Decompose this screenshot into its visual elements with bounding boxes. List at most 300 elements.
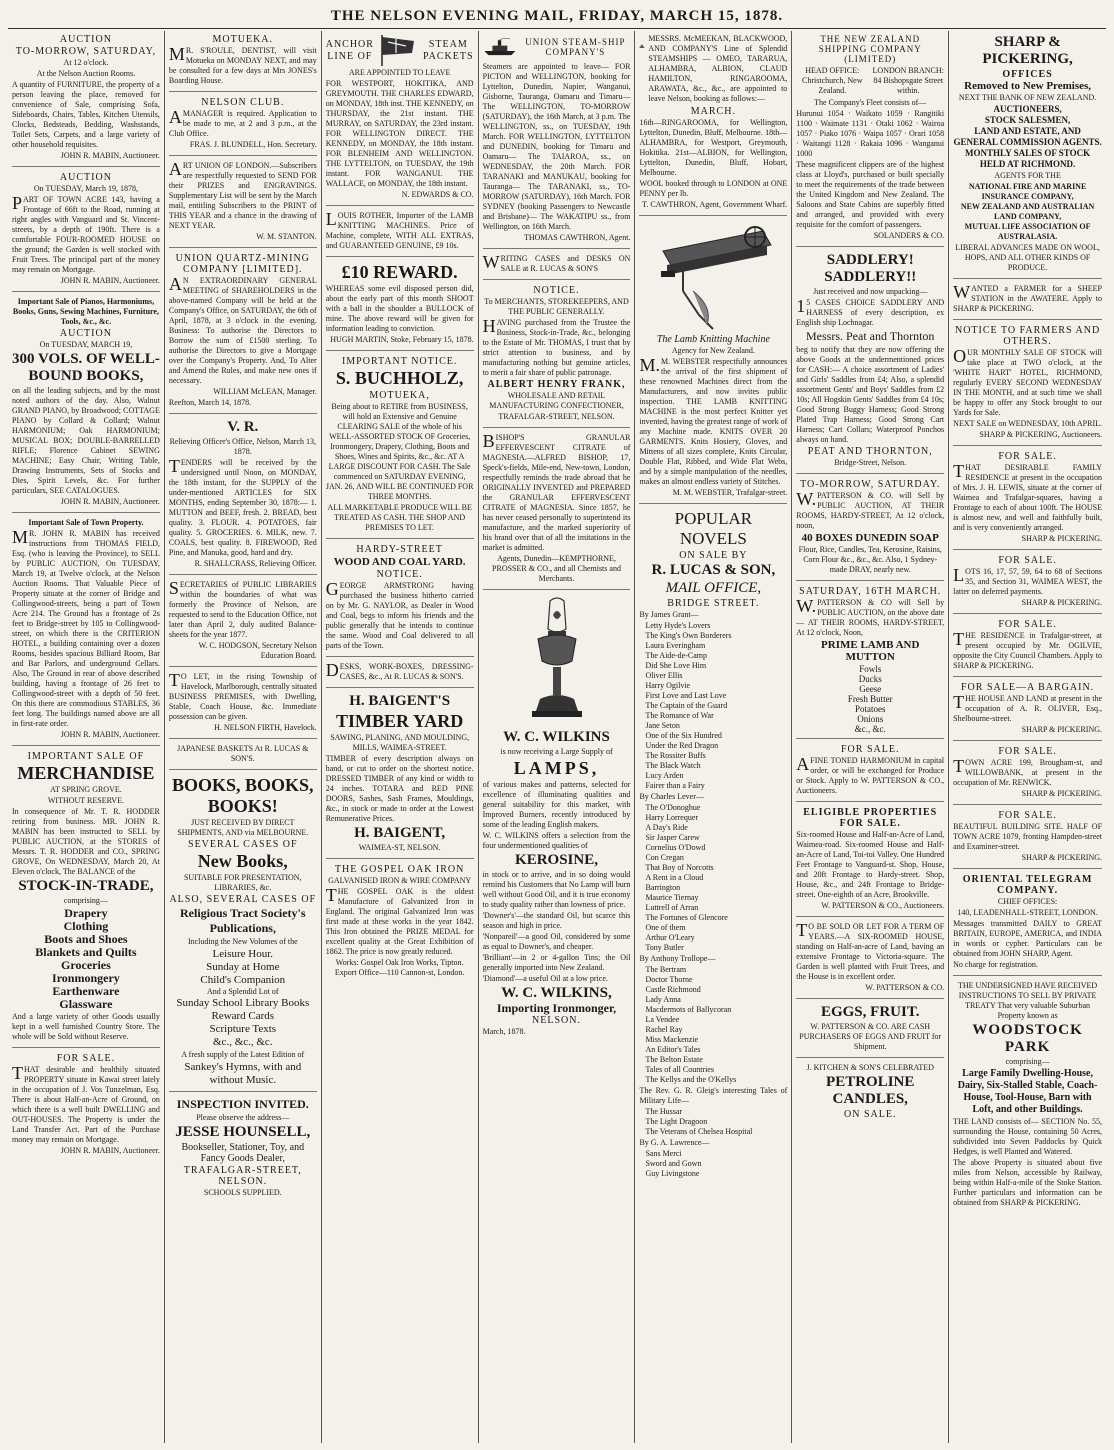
list-item: Luttrell of Arran	[645, 903, 699, 912]
wilkins-lamps-ad	[483, 595, 631, 1042]
list-item: A Rent in a Cloud	[645, 873, 704, 882]
ad-appointed: ARE APPOINTED TO LEAVE	[348, 68, 451, 77]
list-item: The Light Dragoon	[645, 1117, 708, 1126]
list-item: Sans Merci	[645, 1149, 682, 1158]
list-item: Barrington	[645, 883, 681, 892]
ad-fleet: The Company's Fleet consists of—	[814, 98, 927, 107]
author-heading: By Charles Lever—	[639, 792, 704, 801]
masthead: THE NELSON EVENING MAIL, FRIDAY, MARCH 15, 1878.	[8, 6, 1106, 29]
ad-body: LOUIS ROTHER, Importer of the LAMB KNITTING MACHINES. Price of Machine, complete, WITH ALL EXTRAS, and GUARANTEED GENUINE, £9 10s.	[325, 209, 474, 250]
ad-title: FOR SALE.	[841, 744, 900, 755]
list-item: First Love and Last Love	[645, 691, 727, 700]
ad-headline: MERCHANDISE	[17, 763, 155, 783]
ad-name: J. KITCHEN & SON'S CELEBRATED	[806, 1063, 934, 1072]
ad-addr: 140, LEADENHALL-STREET, LONDON.	[957, 908, 1098, 917]
sharp-pickering-offices-ad	[953, 34, 1102, 279]
list-item: NEW ZEALAND AND AUSTRALIAN LAND COMPANY,	[960, 202, 1095, 221]
ad-body: PART OF TOWN ACRE 143, having a Frontage of 66ft to the Road, running at right angles with Vanguard and St. Vincent-streets, by a depth of 190ft. There is a comfortable FOUR-ROOMED HOUSE on the ground; the Garden is well stocked with Fruit Trees. The principal part of the money may remain on Mortgage.	[12, 193, 160, 274]
notice-to-farmers-ad	[953, 325, 1102, 446]
ad-tail: ALL MARKETABLE PRODUCE WILL BE TREATED AS CASH. THE SHOP AND PREMISES TO LET.	[327, 503, 472, 532]
ad-body: A quantity of FURNITURE, the property of a person leaving the place, removed for convenience of Sale, comprising Sofa, Sideboards, Chairs, Tables, Kitchen Utensils, Clocks, Bedsteads, Bedding, Washstands, Toilet Sets, Carpets, and a large variety of other household requisites.	[12, 80, 160, 149]
list-item: Letty Hyde's Lovers	[645, 621, 711, 630]
ad-tail: The above Property is situated about five miles from Nelson, accessible by Railway, being within Half-a-mile of the Stoke Station. Further particulars and information can be obtained from SHARP & PICKERING.	[953, 1158, 1103, 1207]
anchor-left	[326, 38, 374, 63]
list-item: Fairer than a Fairy	[645, 781, 705, 790]
list-item: Blankets and Quilts	[35, 945, 137, 959]
column-7	[949, 31, 1106, 1443]
ad-place: At the Nelson Auction Rooms.	[36, 69, 136, 78]
ad-title: SATURDAY, 16TH MARCH.	[799, 586, 942, 597]
ad-reserve: WITHOUT RESERVE.	[47, 796, 124, 805]
ad-tail: Flour, Rice, Candles, Tea, Kerosine, Raisins, Corn Flour &c., &c., &c. Also, 1 Sydney-made DRAY, nearly new.	[798, 545, 942, 574]
ad-note: Please observe the address—	[196, 1113, 290, 1122]
ad-headline: PETROLINE CANDLES,	[826, 1074, 915, 1107]
ad-signature: FRAS. J. BLUNDELL, Hon. Secretary.	[189, 140, 317, 149]
ad-signature: HUGH MARTIN, Stoke, February 15, 1878.	[330, 335, 474, 344]
list-item: Ironmongery	[52, 971, 120, 985]
ad-signature: W. PATTERSON & CO., Auctioneers.	[821, 901, 945, 910]
ad-next: NEXT SALE on WEDNESDAY, 10th APRIL.	[953, 419, 1102, 428]
ad-addr: WAIMEA-ST, NELSON.	[358, 843, 441, 852]
list-item: Leisure Hour.	[212, 948, 274, 960]
mcmeekan-steamships-ad	[639, 33, 787, 216]
knitting-machine-illustration	[639, 221, 787, 331]
ad-date: Reefton, March 14, 1878.	[168, 398, 252, 407]
column-5	[635, 31, 792, 1443]
ad-signature: N. EDWARDS & CO.	[401, 190, 474, 199]
ad-body: SECRETARIES of PUBLIC LIBRARIES within the boundaries of what was formerly the Province of Nelson, are requested to send to the Education Office, not later than April 2, duly audited Balance-sheets for the year 1877.	[168, 578, 317, 639]
mcmeekan-header	[639, 33, 787, 105]
ad-title: FOR SALE.	[56, 1053, 116, 1064]
ad-headline: WOODSTOCK PARK	[972, 1022, 1083, 1055]
list-item: Sunday at Home	[206, 961, 280, 973]
list-item: The Hussar	[645, 1107, 683, 1116]
building-site-ad	[953, 810, 1102, 869]
ad-body: GEORGE ARMSTRONG having purchased the business hitherto carried on by Mr. G. NAYLOR, as Dealer in Wood and Coal, begs to inform his friends and the public generally that he intends to continue the same. Wood and Coal delivered to all parts of the Town.	[325, 579, 474, 650]
ad-signature: SHARP & PICKERING, Auctioneers.	[979, 430, 1103, 439]
author-heading: By James Grant—	[639, 610, 699, 619]
column-6	[792, 31, 949, 1443]
ad-head-right: STEAM	[428, 38, 468, 50]
ad-body: on all the leading subjects, and by the most noted authors of the day. Also, Walnut GRAND PIANO, by Broadwood; COTTAGE PIANO by Collard & Collard; Walnut HARMONIUM; Oak HARMONIUM; MUSICAL BOX; DOUBLE-BARRELLED RIFLE; Florence Cabinet SEWING MACHINE; Easy Chair, Writing Table, Drawing Instruments, Sets of Stocks and Dies, Spirit Levels, &c. For further particulars, SEE CATALOGUES.	[12, 386, 160, 495]
ad-ships: Hurunui 1054 · Waikato 1059 · Rangitiki 1100 · Waimate 1131 · Otaki 1062 · Wairoa 1057 · Piako 1076 · Waipa 1057 · Orari 1058 · Waitangi 1128 · Rakaia 1096 · Wanganui 1000	[796, 109, 945, 158]
ad-signature: SHARP & PICKERING.	[1021, 598, 1103, 607]
knitting-machine-icon	[643, 221, 783, 331]
ad-note: No charge for registration.	[953, 960, 1038, 969]
ad-title: INSPECTION INVITED.	[176, 1097, 309, 1111]
ad-headline: WOOD AND COAL YARD.	[333, 556, 466, 568]
ad-headline: S. BUCHHOLZ,	[335, 368, 464, 388]
ad-stock: in stock or to arrive, and in so doing would remind his Customers that No Lamp will burn well without Good Oil, and it is true economy to study quality rather than lowness of price.	[482, 870, 631, 909]
ad-signature: H. BAIGENT,	[354, 825, 446, 841]
list-item: Sir Jasper Carew	[645, 833, 700, 842]
ad-title: AUCTION	[59, 172, 112, 183]
ad-name: H. BAIGENT'S	[349, 693, 451, 709]
ad-body: WANTED a FARMER for a SHEEP STATION in the AWATERE. Apply to SHARP & PICKERING.	[953, 282, 1103, 313]
ad-monthly: MONTHLY SALES OF STOCK HELD AT RICHMOND.	[965, 148, 1091, 169]
ad-headline: LAMPS,	[513, 758, 600, 778]
ad-schools: SCHOOLS SUPPLIED.	[203, 1188, 282, 1197]
louis-rother-ad	[326, 211, 474, 257]
ad-title: AUCTION	[59, 34, 112, 45]
ad-signature: T. CAWTHRON, Agent, Government Wharf.	[642, 200, 788, 209]
ad-cases: 15 CASES CHOICE SADDLERY AND HARNESS of every description, ex English ship Lochnagar.	[796, 296, 945, 327]
ad-headline: £10 REWARD.	[341, 262, 458, 282]
list-item: The Romance of War	[645, 711, 714, 720]
nelson-club-ad	[169, 97, 317, 156]
ad-signature: PEAT AND THORNTON,	[807, 446, 933, 457]
column-4	[479, 31, 636, 1443]
ad-title: THE GOSPEL OAK IRON	[334, 864, 465, 875]
ad-intro: Just received and now unpacking—	[813, 287, 928, 296]
ad-body: DESKS, WORK-BOXES, DRESSING-CASES, &c., At R. LUCAS & SON'S.	[325, 660, 474, 681]
ad-signature: W. C. HODGSON, Secretary Nelson Education Board.	[198, 641, 317, 660]
ad-body: Steamers are appointed to leave— FOR PICTON and WELLINGTON, booking for Lyttelton, Dunedin, Napier, Wanganui, Gisborne, Tauranga, Oamaru and Timaru— The WELLINGTON, TO-MORROW (SATURDAY), the 16th March, at 3 p.m. The WELLINGTON, ss., on TUESDAY, 19th March. FOR WELLINGTON, LYTTELTON and DUNEDIN, booking for Timaru and Oamaru— The TAIAROA, ss., on WEDNESDAY, the 20th March. FOR TARANAKI and MANUKAU, booking for Tauranga— The TARANAKI, ss., TO-MORROW (SATURDAY), 16th March. FOR SYDNEY (booking Passengers to Newcastle and Brisbane)— The WAKATIPU ss., from Wellington, on 16th March.	[482, 62, 631, 231]
ad-sub: JUST RECEIVED BY DIRECT SHIPMENTS, AND via MELBOURNE.	[177, 818, 309, 837]
ad-body: WRITING CASES and DESKS ON SALE at R. LUCAS & SON'S	[482, 252, 631, 273]
ad-next: NEXT THE BANK OF NEW ZEALAND.	[958, 93, 1097, 102]
bargain-sale-ad	[953, 682, 1102, 741]
ad-place: AT SPRING GROVE.	[50, 785, 122, 794]
ad-body: beg to notify that they are now offering the above Goods at the undermentioned prices for CASH:— A choice assortment of Ladies' and Girls' Saddles from £4; Also, a splendid assortment Gents' and Boys' Saddles from £2 10s; All Hogskin Gents' Saddles from £4 10s; Good Strong Buggy Harness; Good Strong Plated Trap Harness; Good Strong Cart Harness; Cart Collars; Waterproof Ponchos always on hand.	[796, 345, 945, 444]
list-item: Drapery	[64, 906, 108, 920]
ad-name: JESSE HOUNSELL,	[175, 1124, 311, 1140]
merchandise-sale-ad	[12, 751, 160, 1048]
ad-month: MARCH.	[690, 106, 736, 117]
books-ad	[169, 775, 317, 1092]
wood-coal-yard-ad	[326, 544, 474, 657]
ad-title: FOR SALE.	[998, 555, 1057, 566]
list-item: Castle Richmond	[645, 985, 701, 994]
ad-body: HAVING purchased from the Trustee the Business, Stock-in-Trade, &c., belonging to the Estate of Mr. THOMAS, I trust that by strict attention to business, and by manufacturing nothing but genuine articles, to merit a fair share of public patronage.	[482, 316, 631, 377]
list-item: Oliver Ellis	[645, 671, 683, 680]
ad-street: BRIDGE STREET.	[667, 598, 760, 609]
list-item: Fowls	[859, 664, 882, 674]
ad-title: FOR SALE.	[998, 746, 1057, 757]
ad-body: OUR MONTHLY SALE OF STOCK will take place at TWO o'clock, at the 'WHITE HART' HOTEL, RICHMOND, regularly EVERY SECOND WEDNESDAY IN THE MONTH, and at such time we shall be happy to offer any Stock brought to our Yards for Sale.	[953, 346, 1103, 417]
list-item: Harry Lorrequer	[645, 813, 699, 822]
list-item: Earthenware	[52, 984, 120, 998]
auction-pianos-books-ad	[12, 297, 160, 513]
ad-intro: is now receiving a Large Supply of	[500, 747, 613, 756]
ad-headline: BOOKS, BOOKS, BOOKS!	[172, 775, 314, 816]
ad-date: TO-MORROW, SATURDAY,	[15, 46, 157, 57]
list-item: LAND AND ESTATE, AND	[974, 126, 1081, 136]
ad-chief: CHIEF OFFICES:	[997, 897, 1058, 906]
author-heading: The Rev. G. R. Gleig's interesting Tales of Military Life—	[639, 1086, 788, 1105]
union-steamship-ad	[483, 33, 631, 249]
gospel-oak-ad	[326, 864, 474, 983]
ad-body: BISHOP'S GRANULAR EFFERVESCENT CITRATE of MAGNESIA.—ALFRED BISHOP, 17, Speck's-fields, Mile-end, New-town, London, respectfully reminds the trade abroad that he ORIGINALLY INVENTED and PREPARED the GRANULAR EFFERVESCENT CITRATE of MAGNESIA. Since 1857, he has never ceased personally to superintend its manufacture, and the marked superiority of his brand over that of all the imitations in the market is admitted.	[482, 431, 631, 552]
ad-body: MR. S'ROULE, DENTIST, will visit Motueka on MONDAY NEXT, and may be consulted for a few days at Mrs JONES's Boarding House.	[168, 44, 317, 85]
auction-town-acre-ad	[12, 172, 160, 292]
produce-list	[796, 664, 944, 734]
list-item: Did She Love Him	[645, 661, 707, 670]
ad-body: AMANAGER is required. Application to be made to me, at 2 and 3 p.m., at the Club Office.	[168, 107, 317, 138]
ad-line: New Books,	[197, 851, 288, 871]
list-item: Reward Cards	[211, 1010, 275, 1022]
ad-date: March, 1878.	[482, 1027, 526, 1036]
ad-tail: And a large variety of other Goods usually kept in a well furnished Country Store. The whole will be Sold without Reserve.	[12, 1012, 160, 1041]
confectioner-notice-ad	[483, 285, 631, 428]
ad-signature: H. NELSON FIRTH, Havelock.	[214, 723, 317, 732]
list-item: Under the Red Dragon	[645, 741, 719, 750]
ad-line: SEVERAL CASES OF	[188, 839, 298, 850]
relieving-officer-tenders-ad	[169, 419, 317, 575]
list-item: The Belton Estate	[645, 1055, 703, 1064]
list-item: Potatoes	[854, 704, 886, 714]
ad-head: V. R.	[227, 419, 259, 435]
bishops-magnesia-ad	[483, 433, 631, 590]
novel-list-grant	[639, 621, 787, 791]
steamship-header	[483, 33, 631, 61]
ad-body: THAT desirable and healthily situated PROPERTY situate in Kawai street lately in the occupation of J. Vos Tunzelman, Esq. There is about Half-an-Acre of Ground, on which there is a well built DWELLING and OUT-HOUSES. The Property is under the Land Transfer Act. Part of the Purchase money may remain on Mortgage.	[12, 1063, 160, 1144]
ad-signature: JOHN R. MABIN, Auctioneer.	[60, 276, 160, 285]
ad-signature: SOLANDERS & CO.	[873, 231, 945, 240]
ad-headline: TIMBER YARD	[336, 711, 464, 731]
anchor-line-ad	[326, 33, 474, 206]
list-item: AUCTIONEERS,	[993, 104, 1062, 114]
ad-body: W.PATTERSON & CO. will Sell by PUBLIC AUCTION, AT THEIR ROOMS, HARDY-STREET, At 12 o'clock, noon,	[796, 489, 945, 530]
ad-body: In consequence of Mr. T. R. HODDER retiring from business. MR. JOHN R. MABIN has been instructed to SELL by PUBLIC AUCTION, at the STORES of Messrs. T. R. HODDER and CO., SPRING GROVE, On WEDNESDAY, March 20, At Eleven o'clock, The BALANCE of the	[12, 807, 160, 876]
list-item: Lady Anna	[645, 995, 681, 1004]
list-item: Glassware	[59, 997, 113, 1011]
ad-date: On TUESDAY, MARCH 19,	[39, 340, 133, 349]
ad-on-sale: ON SALE.	[844, 1109, 897, 1120]
novel-list-lever	[639, 803, 787, 953]
list-item: Rachel Ray	[645, 1025, 683, 1034]
list-item: One of the Six Hundred	[645, 731, 722, 740]
petroline-candles-ad	[796, 1063, 944, 1125]
list-item: Guy Livingstone	[645, 1169, 700, 1178]
list-item: An Editor's Tales	[645, 1045, 701, 1054]
list-item: Groceries	[61, 958, 111, 972]
ad-body: of various makes and patterns, selected for excellence of illuminating qualities and general suitability for this market, with Improved Burners, recently introduced by some of the leading English makers.	[482, 780, 631, 829]
ad-signature: W. PATTERSON & CO.	[865, 983, 945, 992]
ad-signature: SHARP & PICKERING.	[1021, 534, 1103, 543]
ad-body: TO BE SOLD OR LET FOR A TERM OF YEARS.—A SIX-ROOMED HOUSE, standing on Half-an-acre of Land, having an extensive Frontage to Victoria-square. The Garden is well planted with Fruit Trees, and the House is in excellent order.	[796, 920, 945, 981]
list-item: Ducks	[858, 674, 882, 684]
kawai-street-sale-ad	[12, 1053, 160, 1161]
art-union-ad	[169, 161, 317, 248]
ad-signature: M. M. WEBSTER, Trafalgar-street.	[672, 488, 788, 497]
ad-signature: SHARP & PICKERING.	[1021, 853, 1103, 862]
reward-ad	[326, 262, 474, 351]
ad-signature: WILLIAM McLEAN, Manager.	[213, 387, 317, 396]
ad-signature: W. M. STANTON.	[256, 232, 317, 241]
companies-list	[953, 182, 1102, 242]
list-item: Scripture Texts	[209, 1023, 277, 1035]
ad-caption: The Lamb Knitting Machine	[656, 334, 770, 345]
ad-body: BEAUTIFUL BUILDING SITE. HALF OF TOWN ACRE 1079, fronting Hampden-street and Examiner-street.	[953, 822, 1103, 851]
public-libraries-ad	[169, 580, 317, 667]
list-item: 'Downer's'—the standard Oil, but scarce this season and high in price.	[482, 911, 631, 930]
ad-head: THE NEW ZEALAND SHIPPING COMPANY (LIMITED)	[818, 34, 922, 64]
ship-flag-icon	[378, 33, 418, 67]
list-item: Clothing	[63, 919, 109, 933]
baigent-timber-ad	[326, 693, 474, 859]
ad-land: THE LAND consists of— SECTION No. 55, surrounding the House, containing 50 Acres, subdivided into Seven Paddocks by Quick Hedges, is well Planted and Watered.	[953, 1117, 1103, 1156]
ad-head: UNION STEAM-SHIP COMPANY'S	[525, 37, 626, 57]
ad-body: TOWN ACRE 199, Brougham-st, and WILLOWBANK, at present in the occupation of Mr. RENWICK.	[953, 756, 1103, 787]
ad-headline: 300 VOLS. OF WELL-BOUND BOOKS,	[12, 351, 160, 384]
ad-title: FOR SALE.	[998, 619, 1057, 630]
ad-body: AN EXTRAORDINARY GENERAL MEETING of SHAREHOLDERS in the above-named Company will be held at the Company's Office, on SATURDAY, the 6th of April, 1878, at 3 o'clock in the evening. Business: To authorise the Directors to Borrow the sum of £1500 sterling. To authorise the Directors to give a Mortgage over the Company's Property. And, To Alter and Amend the Rules, and make new ones if necessary.	[168, 274, 317, 385]
japanese-baskets-ad	[169, 744, 317, 770]
ad-addr: TRAFALGAR-STREET, NELSON.	[498, 412, 615, 421]
ad-headline: ORIENTAL TELEGRAM COMPANY.	[962, 874, 1093, 896]
list-item: STOCK SALESMEN,	[984, 115, 1071, 125]
havelock-to-let-ad	[169, 672, 317, 739]
ad-addr: Bridge-Street, Nelson.	[834, 458, 907, 467]
column-1	[8, 31, 165, 1443]
list-item: Cornelius O'Dowd	[645, 843, 706, 852]
lamb-knitting-machine-ad	[639, 221, 787, 504]
ad-sailings: 16th—RINGAROOMA, for Wellington, Lyttelton, Dunedin, Bluff, Melbourne. 18th—ALHAMBRA, for Westport, Greymouth, Hokitika. 21st—ALBION, for Wellington, Lyttelton, Dunedin, Bluff, Hobart, Melbourne.	[639, 118, 788, 177]
ad-body: JAPANESE BASKETS At R. LUCAS & SON'S.	[177, 744, 309, 763]
list-item: The Veterans of Chelsea Hospital	[645, 1127, 753, 1136]
steamship-icon	[639, 33, 645, 59]
steamship-icon	[483, 33, 517, 61]
ad-signature: SHARP & PICKERING.	[1021, 725, 1103, 734]
ad-body: Messages transmitted DAILY to GREAT BRITAIN, EUROPE, AMERICA, and INDIA in words or cypher. Particulars can be obtained from JOHN SHARP, Agent.	[953, 919, 1103, 958]
ad-title: NOTICE.	[533, 285, 580, 296]
ad-body: W.PATTERSON & CO will Sell by PUBLIC AUCTION, on the above date— AT THEIR ROOMS, HARDY-STREET, At 12 o'clock, Noon,	[796, 596, 945, 637]
desks-ad	[326, 662, 474, 688]
ad-title: UNION QUARTZ-MINING COMPANY [LIMITED].	[175, 253, 310, 275]
list-item: Doctor Thorne	[645, 975, 693, 984]
ad-liberal: LIBERAL ADVANCES MADE ON WOOL, HOPS, AND ALL OTHER KINDS OF PRODUCE.	[955, 243, 1100, 272]
list-item: 'Diamond'—a useful Oil at a low price.	[482, 974, 608, 983]
buchholz-ad	[326, 356, 474, 539]
ad-kerosine: KEROSINE,	[515, 852, 598, 868]
ad-body: TIMBER of every description always on hand, or cut to order on the shortest notice. DRESSED TIMBER of any kind or width to 24 inches. TOTARA and RED PINE DOORS, Sashes, Sash Frames, Mouldings, &c., in stock or made to order at the Lowest Remunerative Prices.	[325, 754, 474, 823]
ad-mail: MAIL OFFICE,	[665, 580, 762, 596]
ad-body: THE RESIDENCE in Trafalgar-street, at present occupied by Mr. OGILVIE, opposite the City Council Chambers. Apply to SHARP & PICKERING.	[953, 629, 1103, 670]
list-item: Miss Mackenzie	[645, 1035, 699, 1044]
ad-trade: Importing Ironmonger,	[496, 1001, 617, 1015]
ad-signature: THOMAS CAWTHRON, Agent.	[523, 233, 631, 242]
ad-date: On TUESDAY, March 19, 1878,	[33, 184, 138, 193]
novel-list-gleig	[639, 1107, 787, 1137]
ad-title: FOR SALE.	[998, 810, 1057, 821]
ad-headline: PRIME LAMB AND MUTTON	[821, 639, 920, 663]
ad-line: Religious Tract Society's Publications,	[180, 906, 306, 935]
list-item: The Black Watch	[645, 761, 701, 770]
list-item: NATIONAL FIRE AND MARINE INSURANCE COMPANY,	[968, 182, 1087, 201]
ad-addr: TRAFALGAR-STREET, NELSON.	[183, 1165, 302, 1187]
ad-signature: SHARP & PICKERING.	[1021, 789, 1103, 798]
list-item: The Kellys and the O'Kellys	[645, 1075, 737, 1084]
ad-signature: JOHN R. MABIN, Auctioneer.	[60, 1146, 160, 1155]
ad-auction: AUCTION	[59, 328, 112, 339]
ad-body: Being about to RETIRE from BUSINESS, will hold an Extensive and Genuine CLEARING SALE of the whole of his WELL-ASSORTED STOCK OF Groceries, Ironmongery, Drapery, Clothing, Boots and Shoes, Wines and Spirits, &c., &c. AT A LARGE DISCOUNT FOR CASH. The Sale commenced on SATURDAY EVENING, JAN. 26, AND WILL BE CONTINUED FOR THREE MONTHS.	[325, 402, 474, 501]
ad-body: THE GOSPEL OAK is the oldest Manufacture of Galvanized Iron in England. The original Galvanized Iron was first made at these works in the year 1842. This Iron obtained the PRIZE MEDAL for excellent quality at the Great Exhibition of 1862. The price is now greatly reduced.	[325, 885, 474, 956]
list-item: &c., &c.	[854, 724, 886, 734]
ad-body: ART UNION OF LONDON.—Subscribers are respectfully requested to SEND FOR their PRIZES and ENGRAVINGS. Supplementary List will be sent by the March mail, entitling Subscribers to the PRINT of THIS YEAR and a chance in the drawing of NEXT YEAR.	[168, 159, 317, 230]
list-item: That Boy of Norcotts	[645, 863, 714, 872]
ad-body: THAT DESIRABLE FAMILY RESIDENCE at present in the occupation of Mrs. J. H. LEWIS, situate at the corner of Waimea and Trafalgar-squares, having a Frontage to each of about 100ft. The HOUSE is almost new, and well and faithfully built, and is very conveniently arranged.	[953, 461, 1103, 532]
ad-headline: 40 BOXES DUNEDIN SOAP	[801, 532, 939, 544]
ad-trade: WHOLESALE AND RETAIL MANUFACTURING CONFECTIONER,	[489, 391, 624, 410]
ad-headline: EGGS, FRUIT.	[820, 1004, 920, 1020]
popular-novels-ad	[639, 509, 787, 1183]
ad-head-right2: PACKETS	[423, 50, 474, 62]
list-item: Onions	[857, 714, 884, 724]
ad-place: MOTUEKA,	[369, 390, 430, 401]
ad-title: NELSON CLUB.	[201, 97, 285, 108]
anchor-header	[326, 33, 474, 67]
ad-signature: R. SHALLCRASS, Relieving Officer.	[194, 559, 317, 568]
list-item: The King's Own Borderers	[645, 631, 732, 640]
oriental-telegram-ad	[953, 874, 1102, 976]
list-item: Con Cregan	[645, 853, 684, 862]
ad-body: WHEREAS some evil disposed person did, about the early part of this month SHOOT with a ball in the shoulder a BULLOCK of mine. The above reward will be given for information leading to conviction.	[325, 284, 474, 333]
list-item: And a Splendid Lot of	[207, 987, 279, 996]
list-item: Boots and Shoes	[44, 932, 128, 946]
list-item: The Captain of the Guard	[645, 701, 728, 710]
ad-line: SUITABLE FOR PRESENTATION, LIBRARIES, &c.	[183, 873, 302, 892]
list-item: The O'Donoghue	[645, 803, 701, 812]
ad-time: At 12 o'clock.	[63, 58, 109, 67]
trafalgar-residence-ad	[953, 619, 1102, 677]
list-item: Harry Ogilvie	[645, 681, 691, 690]
column-2	[165, 31, 322, 1443]
ad-title: MOTUEKA.	[212, 34, 274, 45]
list-item: Jane Seton	[645, 721, 680, 730]
ad-sub: Agency for New Zealand.	[671, 346, 755, 355]
ad-comprising: comprising—	[1005, 1057, 1050, 1066]
ad-offices: OFFICES	[1002, 69, 1053, 80]
ad-office: Relieving Officer's Office, Nelson, March 13, 1878.	[169, 437, 316, 456]
ad-title: FOR SALE.	[998, 451, 1057, 462]
ad-name: W. C. WILKINS	[503, 729, 610, 745]
woodstock-park-ad	[953, 981, 1102, 1213]
six-roomed-house-ad	[796, 922, 944, 999]
ad-name: Messrs. Peat and Thornton	[806, 329, 935, 343]
ad-body: M.M. WEBSTER respectfully announces the arrival of the first shipment of these renowned Machines direct from the Manufacturers, and now invites public inspection. THE LAMB KNITTING MACHINE is the most perfect Knitter yet invented, having the greatest range of work of any Machine made. KNITS OVER 20 GARMENTS. Knits Hosiery, Gloves, and Mittens of all sizes complete, Knits Circular, Double Flat, Ribbed, and Wide Flat Webs, and by a simple manipulation of the needles, makes an almost endless variety of Stitches.	[639, 355, 788, 486]
ad-title: Important Sale of Pianos, Harmoniums, Books, Guns, Sewing Machines, Furniture, Tools, &c., &c.	[12, 297, 159, 326]
ad-name: ALBERT HENRY FRANK,	[487, 379, 626, 390]
union-quartz-mining-ad	[169, 253, 317, 414]
list-item: 'Brilliant'—in 2 or 4-gallon Tins; the Oil generally imported into New Zealand.	[482, 953, 631, 972]
ad-headline: ELIGIBLE PROPERTIES FOR SALE.	[803, 807, 938, 829]
list-item: Child's Companion	[200, 974, 286, 986]
ad-title: NOTICE TO FARMERS AND OTHERS.	[954, 325, 1101, 347]
list-item: One of them	[645, 923, 686, 932]
ad-on: ON SALE BY	[679, 550, 748, 561]
ad-agents: Agents, Dunedin—KEMPTHORNE, PROSSER & CO., and all Chemists and Merchants.	[492, 554, 621, 583]
list-item: A Day's Ride	[645, 823, 688, 832]
list-item: Tony Butler	[645, 943, 684, 952]
ad-signature: W. C. WILKINS,	[501, 985, 612, 1001]
ad-signature: JOHN R. MABIN, Auctioneer.	[60, 497, 160, 506]
ad-line: Sankey's Hymns, with and without Music.	[184, 1061, 302, 1086]
ad-comprising: comprising—	[63, 896, 108, 905]
ad-title: FOR SALE—A BARGAIN.	[960, 682, 1095, 693]
list-item: The Rossiter Buffs	[645, 751, 706, 760]
ad-title: IMPORTANT SALE OF	[27, 751, 145, 762]
office-row	[796, 65, 944, 97]
family-residence-sale-ad	[953, 451, 1102, 550]
novel-list-trollope	[639, 965, 787, 1085]
ad-offers: W. C. WILKINS offers a selection from the four undermentioned qualities of	[482, 831, 631, 850]
list-item: &c., &c., &c.	[213, 1036, 273, 1048]
column-3	[322, 31, 479, 1443]
list-item: Geese	[859, 684, 882, 694]
ad-signature: JOHN R. MABIN, Auctioneer.	[60, 151, 160, 160]
ad-body: MR. JOHN R. MABIN has received instructions from THOMAS FIELD, Esq. (who is leaving the Province), to SELL by PUBLIC AUCTION, On TUESDAY, March 19, at Twelve o'clock, at the Nelson Auction Rooms. That Valuable Piece of Property situate at the corner of Bridge and Collingwood-streets, being a part of Town Acre 214. The Ground has a frontage of 2s feet to Bridge-street by 105 to Collingwood-street, on which there is the CRITERION HOTEL, a building containing over a dozen Rooms, besides spacious Billiard Room, Bar and Bar Parlors, and underground Cellars. Also, The Ground in rear of above described building, having a frontage of 26 feet to Collingwood-street with a depth of 50 feet. On this there are commodious STABLES, 36 feet long. The buildings named above are all in first-rate order.	[12, 527, 160, 728]
